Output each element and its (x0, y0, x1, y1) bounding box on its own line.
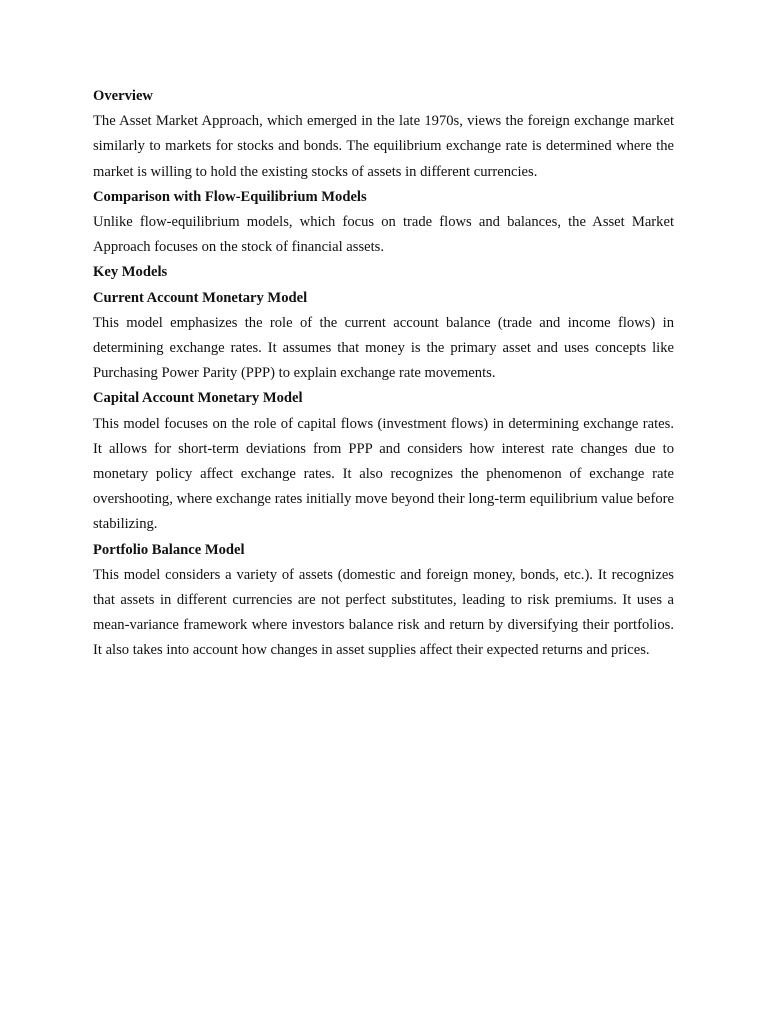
paragraph-capital-account-model: This model focuses on the role of capital flows (investment flows) in determining exchange rates. It allows for short-term deviations from PPP and considers how interest rate changes due to monetary policy affect exchange rates. It also recognizes the phenomenon of exchange rate overshooting, where exchange rates initially move beyond their long-term equilibrium value before stabilizing. (93, 415, 674, 533)
heading-overview: Overview (93, 88, 153, 104)
heading-key-models: Key Models (93, 264, 168, 281)
heading-portfolio-balance-model: Portfolio Balance Model (93, 541, 245, 558)
paragraph-portfolio-balance-model: This model considers a variety of assets (domestic and foreign money, bonds, etc.). It recognizes that assets in different currencies are not perfect substitutes, leading to risk premiums. It uses a mean-variance framework where investors balance risk and return by diversifying their portfolios. It also takes into account how changes in asset supplies affect their expected returns and prices. (93, 566, 674, 659)
document-page (93, 84, 674, 664)
heading-current-account-model: Current Account Monetary Model (93, 289, 308, 306)
paragraph-current-account-model: This model emphasizes the role of the current account balance (trade and income flows) in determining exchange rates. It assumes that money is the primary asset and uses concepts like Purchasing Power Parity (PPP) to explain exchange rate movements. (93, 314, 674, 382)
paragraph-overview: The Asset Market Approach, which emerged in the late 1970s, views the foreign exchange market similarly to markets for stocks and bonds. The equilibrium exchange rate is determined where the market is willing to hold the existing stocks of assets in different currencies. (93, 113, 674, 180)
heading-comparison: Comparison with Flow-Equilibrium Models (93, 188, 367, 205)
heading-capital-account-model: Capital Account Monetary Model (93, 390, 303, 407)
paragraph-comparison: Unlike flow-equilibrium models, which focus on trade flows and balances, the Asset Market Approach focuses on the stock of financial assets. (93, 214, 674, 256)
